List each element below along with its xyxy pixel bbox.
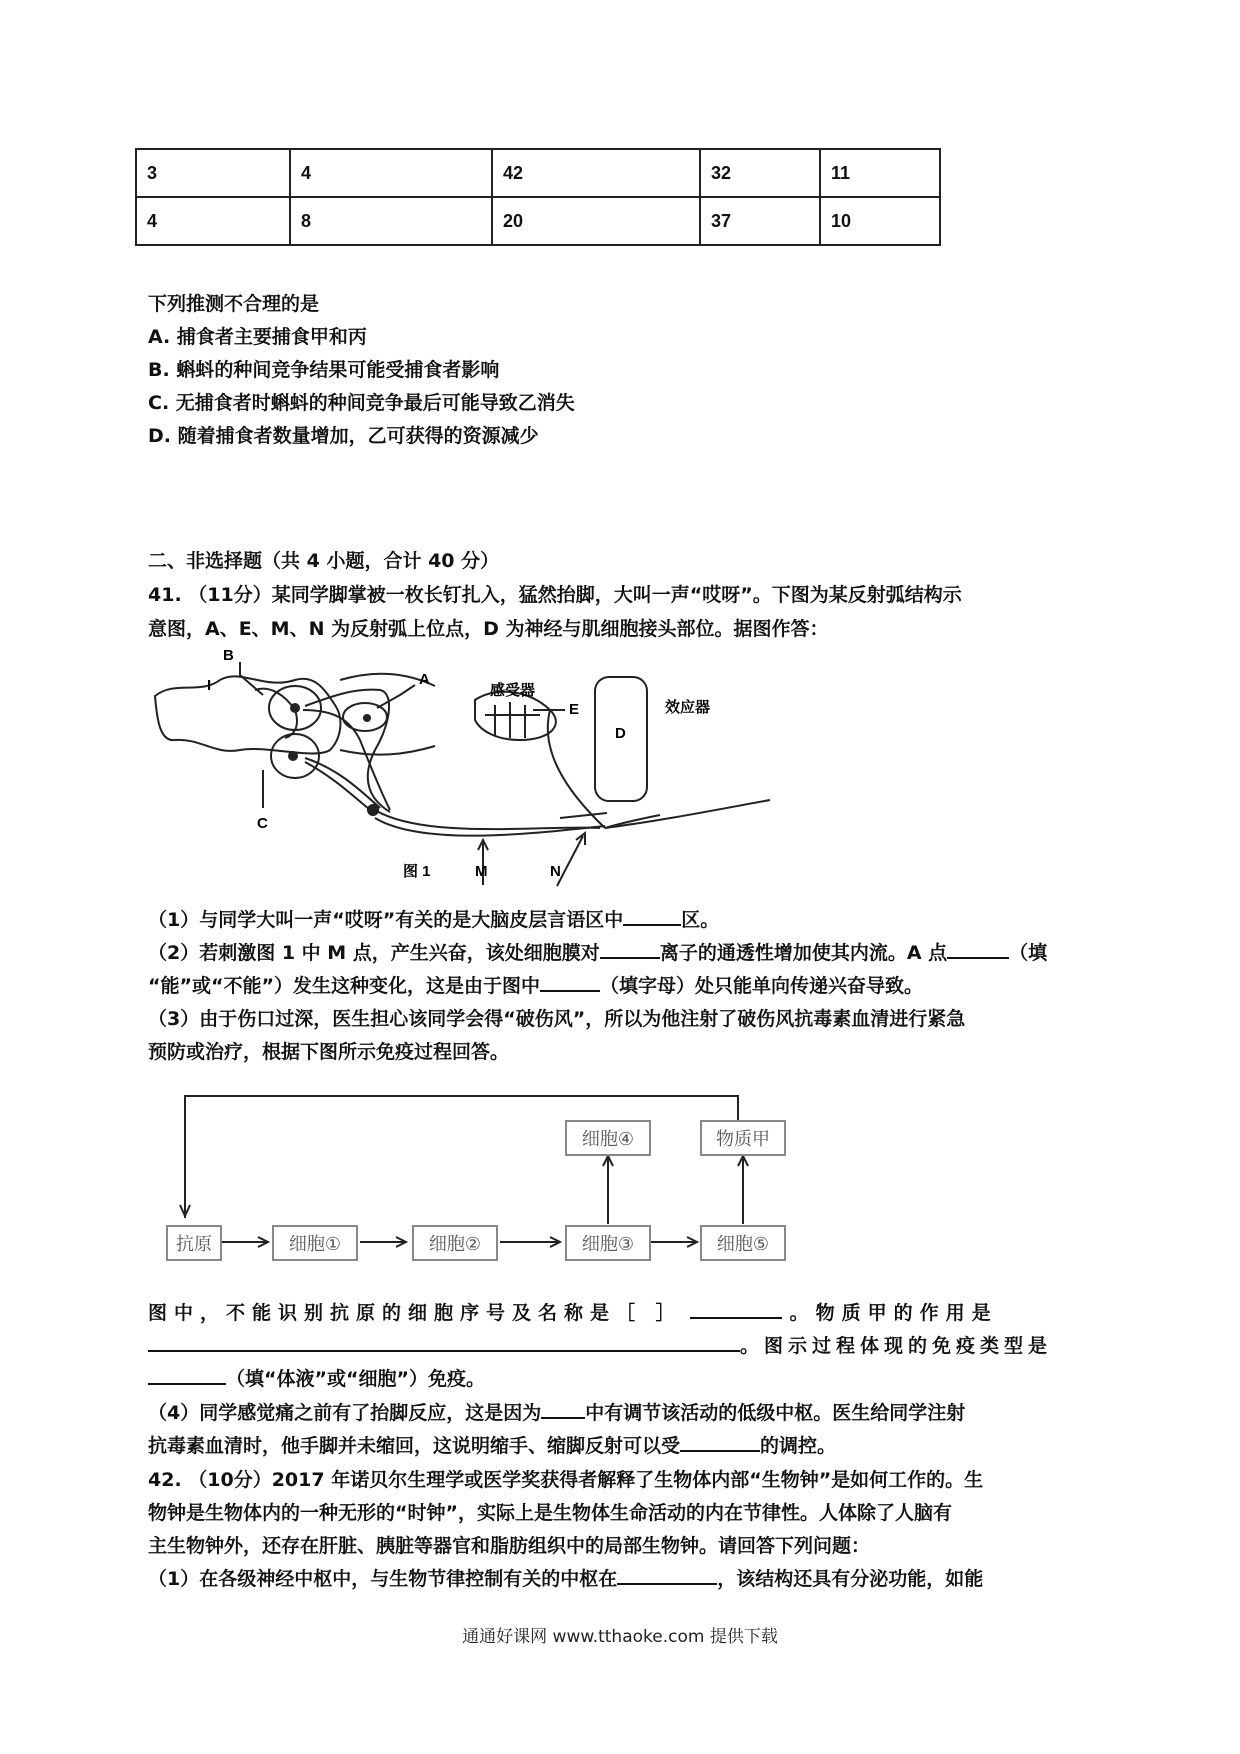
cell4-box: 细胞④ (565, 1120, 651, 1156)
q42-line2: 物钟是生物体内的一种无形的“时钟”，实际上是生物体生命活动的内在节律性。人体除了人脑有 (148, 1502, 952, 1524)
q41-part3-q-line3: （填“体液”或“细胞”）免疫。 (148, 1364, 485, 1391)
reflex-arc-diagram (145, 650, 865, 890)
q41-part3-q-line2: 。图示过程体现的免疫类型是 (148, 1331, 1052, 1358)
label-e: E (569, 701, 580, 718)
cell5-box: 细胞⑤ (700, 1225, 786, 1261)
q41-part2-line1: （2）若刺激图 1 中 M 点，产生兴奋，该处细胞膜对 离子的通透性增加使其内流。A 点 （填 (148, 938, 1047, 965)
page-footer: 通通好课网 www.tthaoke.com 提供下载 (462, 1627, 778, 1647)
label-effector: 效应器 (665, 699, 711, 716)
table-cell: 10 (820, 197, 940, 245)
figure-caption: 图 1 (403, 863, 431, 880)
q41-part1: （1）与同学大叫一声“哎呀”有关的是大脑皮层言语区中 区。 (148, 905, 719, 932)
table-cell: 42 (492, 149, 700, 197)
table-cell: 3 (136, 149, 290, 197)
answer-blank[interactable] (148, 1365, 226, 1385)
label-receptor: 感受器 (490, 682, 536, 699)
data-table (135, 148, 941, 246)
label-d: D (615, 725, 626, 742)
section-title: 二、非选择题（共 4 小题，合计 40 分） (148, 550, 500, 572)
q41-intro-line2: 意图，A、E、M、N 为反射弧上位点，D 为神经与肌细胞接头部位。据图作答： (148, 618, 829, 640)
question-stem: 下列推测不合理的是 (148, 293, 320, 315)
label-a: A (419, 671, 430, 688)
q42-line3: 主生物钟外，还存在肝脏、胰脏等器官和脂肪组织中的局部生物钟。请回答下列问题： (148, 1535, 871, 1557)
answer-blank[interactable] (680, 1432, 760, 1452)
answer-blank[interactable] (541, 1399, 585, 1419)
answer-blank[interactable] (540, 972, 600, 992)
label-c: C (257, 815, 268, 832)
table-cell: 11 (820, 149, 940, 197)
q41-intro-line1: 41. （11分）某同学脚掌被一枚长钉扎入，猛然抬脚，大叫一声“哎呀”。下图为某反射弧结构示 (148, 584, 962, 606)
q41-part4-line2: 抗毒素血清时，他手脚并未缩回，这说明缩手、缩脚反射可以受 的调控。 (148, 1431, 836, 1458)
q41-part4-line1: （4）同学感觉痛之前有了抬脚反应，这是因为 中有调节该活动的低级中枢。医生给同学注射 (148, 1398, 965, 1425)
table-row (136, 197, 940, 245)
cell1-box: 细胞① (272, 1225, 358, 1261)
label-i: I (207, 677, 212, 694)
table-cell: 4 (136, 197, 290, 245)
option-b: B. 蝌蚪的种间竞争结果可能受捕食者影响 (148, 359, 500, 381)
option-a: A. 捕食者主要捕食甲和丙 (148, 326, 367, 348)
q41-part3-q-line1: 图中，不能识别抗原的细胞序号及名称是［ ］ 。物质甲的作用是 (148, 1298, 998, 1325)
table-cell: 32 (700, 149, 820, 197)
antigen-box: 抗原 (166, 1225, 222, 1261)
table-cell: 8 (290, 197, 492, 245)
substance-box: 物质甲 (700, 1120, 786, 1156)
label-b: B (223, 650, 234, 664)
cell3-box: 细胞③ (565, 1225, 651, 1261)
option-d: D. 随着捕食者数量增加，乙可获得的资源减少 (148, 425, 539, 447)
answer-blank[interactable] (600, 939, 660, 959)
q41-part3-line1: （3）由于伤口过深，医生担心该同学会得“破伤风”，所以为他注射了破伤风抗毒素血清进行紧急 (148, 1008, 966, 1030)
q42-line4: （1）在各级神经中枢中，与生物节律控制有关的中枢在 ，该结构还具有分泌功能，如能 (148, 1564, 983, 1591)
answer-blank[interactable] (623, 906, 681, 926)
q42-line1: 42. （10分）2017 年诺贝尔生理学或医学奖获得者解释了生物体内部“生物钟”是如何工作的。生 (148, 1469, 984, 1491)
q41-part2-line2: “能”或“不能”）发生这种变化，这是由于图中 （填字母）处只能单向传递兴奋导致。 (148, 971, 923, 998)
answer-blank[interactable] (148, 1332, 740, 1352)
answer-blank[interactable] (690, 1299, 782, 1319)
label-n: N (550, 863, 561, 880)
label-m: M (475, 863, 488, 880)
answer-blank[interactable] (947, 939, 1009, 959)
table-cell: 4 (290, 149, 492, 197)
answer-blank[interactable] (617, 1565, 717, 1585)
option-c: C. 无捕食者时蝌蚪的种间竞争最后可能导致乙消失 (148, 392, 575, 414)
q41-part3-line2: 预防或治疗，根据下图所示免疫过程回答。 (148, 1041, 510, 1063)
table-row (136, 149, 940, 197)
cell2-box: 细胞② (412, 1225, 498, 1261)
table-cell: 37 (700, 197, 820, 245)
table-cell: 20 (492, 197, 700, 245)
